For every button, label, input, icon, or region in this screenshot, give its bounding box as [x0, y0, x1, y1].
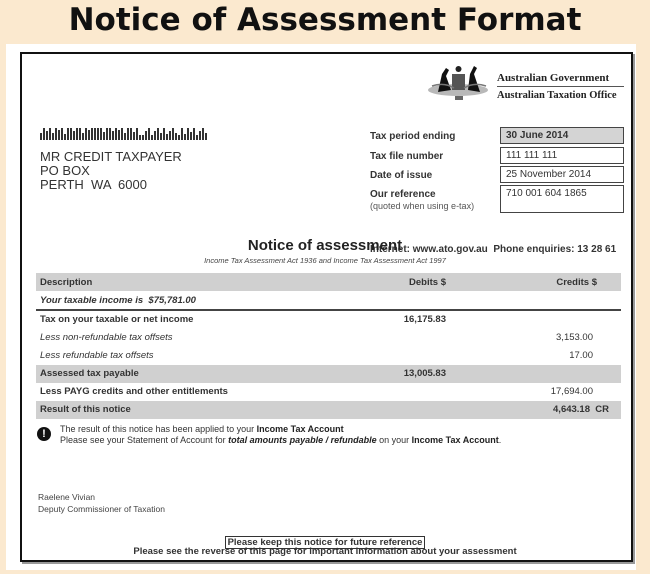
- row-description: Tax on your taxable or net income: [40, 314, 194, 325]
- recipient-line2: PO BOX: [40, 163, 90, 178]
- taxable-income: Your taxable income is $75,781.00: [40, 294, 196, 306]
- government-name: Australian Government: [497, 72, 610, 84]
- row-description: Less refundable tax offsets: [40, 350, 154, 361]
- header-debits: Debits $: [409, 276, 446, 288]
- row-description: Result of this notice: [40, 404, 131, 415]
- postal-barcode: [40, 128, 266, 140]
- table-header: [36, 273, 621, 291]
- signatory-name: Raelene Vivian: [38, 492, 96, 502]
- alert-line2-end: .: [498, 435, 502, 445]
- table-row: [36, 329, 621, 347]
- slide-title: Notice of Assessment Format: [68, 2, 582, 38]
- row-description: Less PAYG credits and other entitlements: [40, 386, 228, 397]
- recipient-name: MR CREDIT TAXPAYER: [40, 149, 182, 164]
- row-credit: 3,153.00: [556, 332, 593, 343]
- reference-value: 710 001 604 1865: [500, 185, 624, 213]
- issue-date-value: 25 November 2014: [500, 166, 624, 183]
- alert-line1-text: The result of this notice has been applied to your: [60, 424, 257, 434]
- contact-info: Internet: www.ato.gov.au Phone enquiries: 13 28 61: [370, 244, 617, 255]
- row-credit: 17,694.00: [550, 386, 593, 397]
- notice-subtitle: Income Tax Assessment Act 1936 and Income Tax Assessment Act 1997: [204, 256, 446, 265]
- row-description: Assessed tax payable: [40, 368, 139, 379]
- tfn-label: Tax file number: [370, 151, 444, 162]
- agency-name: Australian Taxation Office: [497, 90, 617, 101]
- table-row: [36, 383, 621, 401]
- reference-sublabel: (quoted when using e-tax): [370, 201, 475, 211]
- notice-title: Notice of assessment: [247, 237, 403, 254]
- alert-message: [60, 424, 501, 446]
- row-description: Less non-refundable tax offsets: [40, 332, 173, 343]
- table-row-result: [36, 401, 621, 419]
- row-debit: 16,175.83: [403, 314, 446, 325]
- issue-date-label: Date of issue: [370, 170, 433, 181]
- coat-of-arms-icon: [424, 60, 492, 102]
- tfn-value: 111 111 111: [500, 147, 624, 164]
- signatory-title: Deputy Commissioner of Taxation: [38, 504, 165, 514]
- keep-notice-text: Please keep this notice for future reference: [225, 536, 426, 549]
- alert-line2-emphasis: total amounts payable / refundable: [228, 435, 377, 445]
- recipient-line3: PERTH WA 6000: [40, 177, 147, 192]
- row-credit: 4,643.18 CR: [553, 404, 609, 415]
- header-credits: Credits $: [556, 276, 597, 288]
- row-credit: 17.00: [569, 350, 593, 361]
- reference-label: Our reference: [370, 189, 436, 200]
- alert-line2-text: Please see your Statement of Account for: [60, 435, 229, 445]
- recipient-address: [40, 150, 182, 192]
- table-row: [36, 347, 621, 365]
- logo-divider: [497, 86, 624, 87]
- assessment-table: [36, 273, 621, 419]
- signature-block: [38, 491, 165, 515]
- exclamation-icon: !: [37, 427, 51, 441]
- reverse-notice: Please see the reverse of this page for important information about your assessment: [133, 546, 517, 557]
- row-debit: 13,005.83: [403, 368, 446, 379]
- table-row: [36, 365, 621, 383]
- table-row: [36, 311, 621, 329]
- header-description: Description: [40, 276, 93, 288]
- taxable-income-row: [36, 291, 621, 309]
- tax-period-value: 30 June 2014: [500, 127, 624, 144]
- alert-line2-mid: on your: [376, 435, 412, 445]
- alert-line2-bold: Income Tax Account: [411, 435, 499, 445]
- tax-period-label: Tax period ending: [370, 131, 456, 142]
- alert-line1-bold: Income Tax Account: [256, 424, 344, 434]
